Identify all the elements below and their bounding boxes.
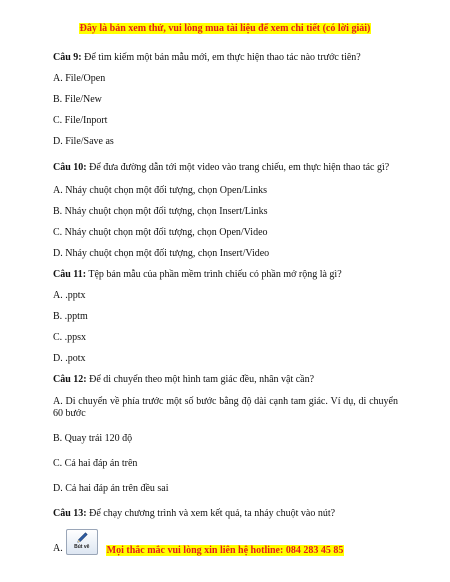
option-b: B. Nháy chuột chọn một đối tượng, chọn Insert/Links — [53, 206, 268, 217]
question-9-stem — [53, 52, 398, 64]
question-text: Để chạy chương trình và xem kết quả, ta nháy chuột vào nút? — [86, 508, 336, 519]
question-13-stem — [53, 508, 398, 520]
question-11 — [53, 269, 398, 365]
preview-notice-text: Đây là bản xem thử, vui lòng mua tài liệu để xem chi tiết (có lời giải) — [79, 23, 371, 34]
option-d: D. Cả hai đáp án trên đều sai — [53, 483, 169, 494]
question-11-stem — [53, 269, 398, 281]
question-text: Để tìm kiếm một bản mẫu mới, em thực hiện thao tác nào trước tiên? — [81, 52, 361, 63]
question-10 — [53, 157, 398, 260]
question-10-stem — [53, 157, 398, 178]
option-b: B. Quay trái 120 độ — [53, 433, 133, 444]
option-a: A. Di chuyển về phía trước một số bước bằng độ dài cạnh tam giác. Ví dụ, di chuyển 60 bước — [53, 396, 398, 419]
hotline-notice-banner — [0, 545, 450, 556]
question-label: Câu 11: — [53, 269, 87, 280]
hotline-notice-text: Mọi thắc mắc vui lòng xin liên hệ hotline: 084 283 45 85 — [106, 545, 344, 556]
option-c: C. .ppsx — [53, 332, 87, 343]
question-text: Để đưa đường dẫn tới một video vào trang chiếu, em thực hiện thao tác gì? — [86, 162, 390, 173]
option-a: A. File/Open — [53, 73, 106, 84]
question-12 — [53, 374, 398, 495]
option-d: D. .potx — [53, 353, 86, 364]
question-text: Tệp bản mẫu của phần mềm trình chiếu có phần mở rộng là gì? — [86, 269, 342, 280]
option-b: B. File/New — [53, 94, 102, 105]
option-d: D. File/Save as — [53, 136, 114, 147]
question-label: Câu 9: — [53, 52, 82, 63]
option-a: A. .pptx — [53, 290, 86, 301]
document-page — [53, 50, 398, 555]
question-text: Để di chuyển theo một hình tam giác đều, nhân vật cần? — [86, 374, 315, 385]
question-label: Câu 12: — [53, 374, 87, 385]
option-c: C. File/Inport — [53, 115, 108, 126]
question-9 — [53, 52, 398, 148]
question-label: Câu 13: — [53, 508, 87, 519]
preview-notice-banner — [0, 23, 450, 34]
option-c: C. Nháy chuột chọn một đối tượng, chọn Open/Video — [53, 227, 268, 238]
question-label: Câu 10: — [53, 162, 87, 173]
option-d: D. Nháy chuột chọn một đối tượng, chọn Insert/Video — [53, 248, 270, 259]
question-12-stem — [53, 374, 398, 386]
option-b: B. .pptm — [53, 311, 88, 322]
option-c: C. Cả hai đáp án trên — [53, 458, 138, 469]
button-caption: Bút vẽ — [74, 544, 90, 550]
option-a: A. Nháy chuột chọn một đối tượng, chọn Open/Links — [53, 185, 268, 196]
option-a: A. — [53, 543, 63, 554]
